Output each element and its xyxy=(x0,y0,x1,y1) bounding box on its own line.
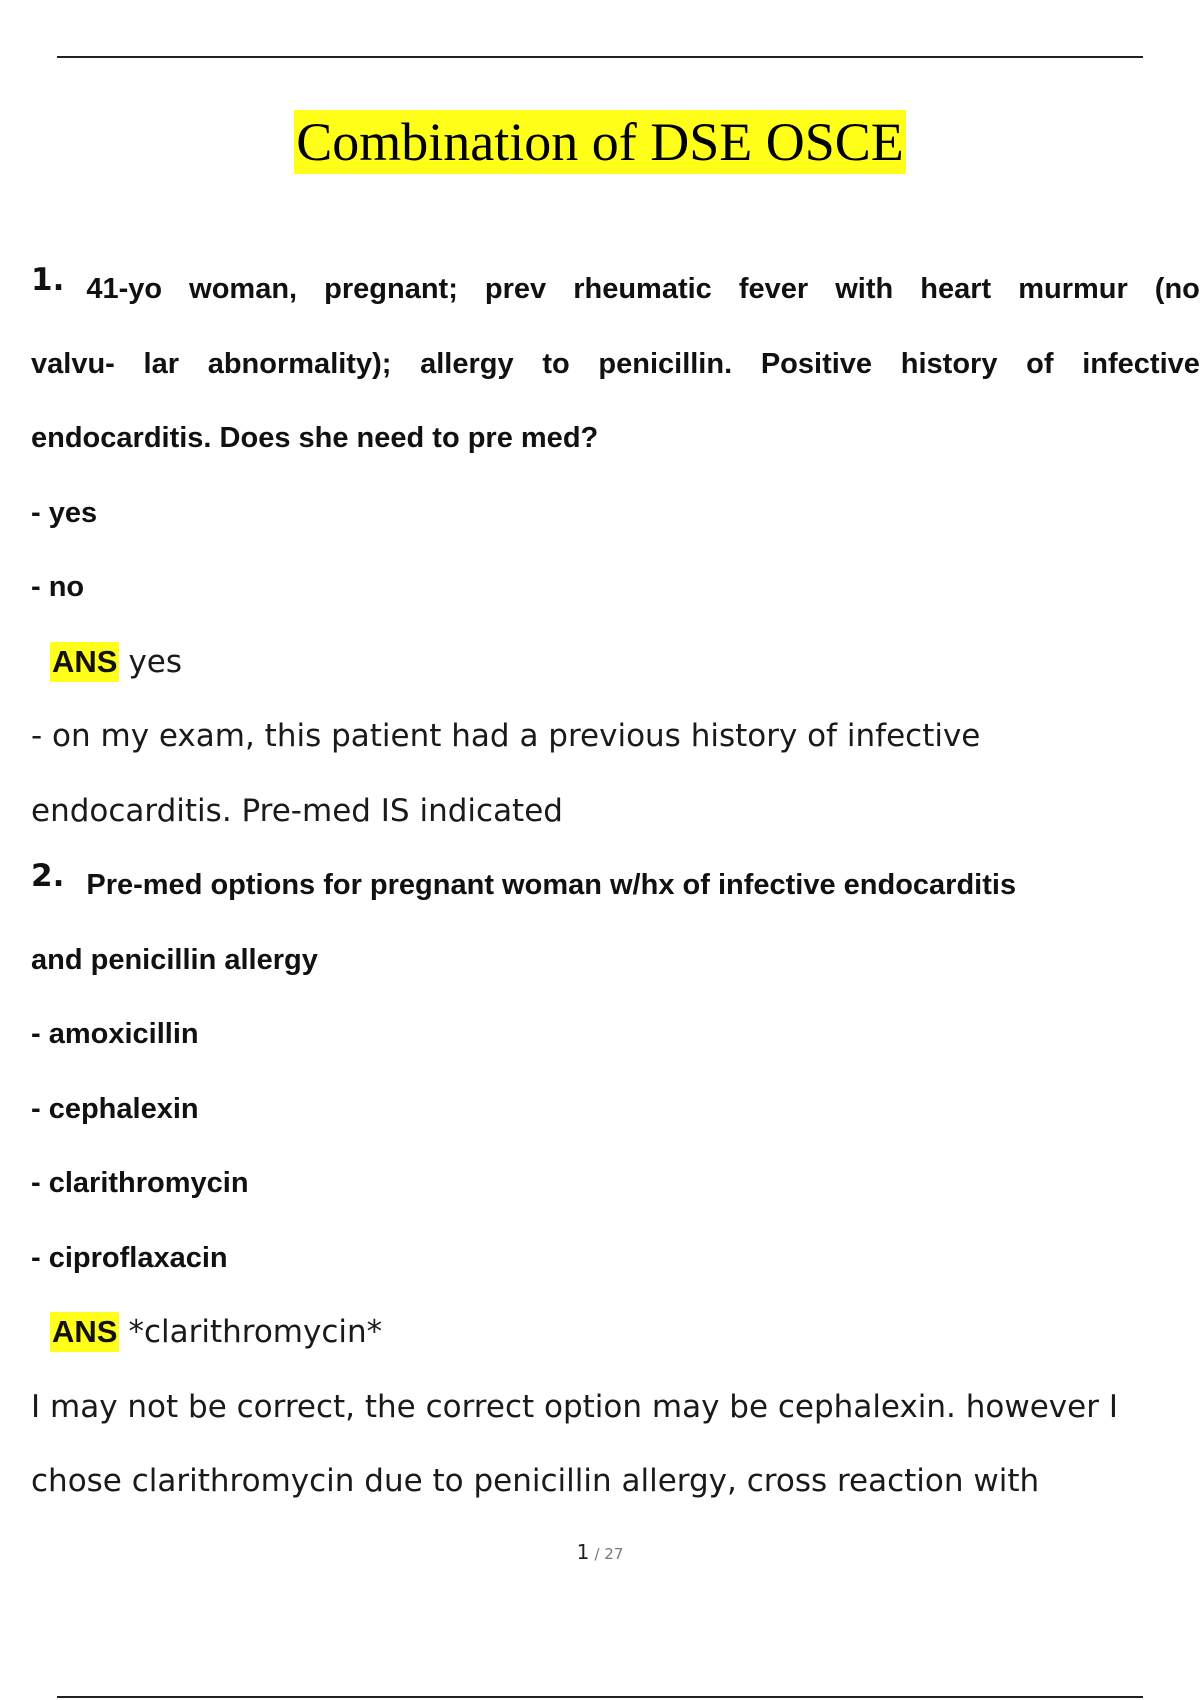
question-2-option xyxy=(31,1231,1200,1306)
question-1-prompt-line-2 xyxy=(31,337,1200,391)
explanation-text: I may not be correct, the correct option may be cephalexin. however I xyxy=(31,1388,1118,1425)
prompt-word: allergy xyxy=(420,347,514,380)
question-1-line-2 xyxy=(31,337,1200,412)
explanation-text: endocarditis. Pre-med IS indicated xyxy=(31,792,563,829)
bottom-rule xyxy=(57,1696,1143,1698)
page-indicator xyxy=(0,1540,1200,1564)
question-1-option xyxy=(31,560,1200,635)
option-text: - ciproflaxacin xyxy=(31,1241,228,1274)
prompt-word: lar xyxy=(143,347,180,380)
prompt-word: valvu- xyxy=(31,347,115,380)
question-2-prompt-line-2: and penicillin allergy xyxy=(31,943,318,976)
page-current: 1 xyxy=(576,1540,590,1564)
top-rule xyxy=(57,56,1143,58)
option-text: - cephalexin xyxy=(31,1092,199,1125)
question-1-option xyxy=(31,486,1200,561)
prompt-word: Positive xyxy=(760,347,873,380)
page-total: / 27 xyxy=(594,1545,624,1563)
title-container xyxy=(0,110,1200,174)
prompt-word: 41-yo xyxy=(86,273,163,305)
question-2-line-1 xyxy=(31,858,1200,933)
prompt-word: rheumatic xyxy=(573,273,712,305)
explanation-text: chose clarithromycin due to penicillin allergy, cross reaction with xyxy=(31,1463,1040,1499)
prompt-word: murmur xyxy=(1018,273,1128,305)
question-2-option xyxy=(31,1082,1200,1157)
question-1-line-3 xyxy=(31,411,1200,486)
option-text: - amoxicillin xyxy=(31,1018,199,1050)
question-2-option xyxy=(31,1156,1200,1231)
document-body xyxy=(31,262,1200,1529)
question-2-line-2 xyxy=(31,933,1200,1008)
prompt-word: with xyxy=(835,273,894,305)
option-text: - clarithromycin xyxy=(31,1167,249,1199)
question-1-explanation xyxy=(31,784,1200,859)
question-1-answer xyxy=(31,635,1200,710)
prompt-word: heart xyxy=(920,273,992,305)
question-1-prompt-line-1 xyxy=(86,262,1200,316)
answer-text: yes xyxy=(128,643,183,680)
prompt-word: penicillin. xyxy=(598,347,733,380)
question-2-prompt-line-1: Pre-med options for pregnant woman w/hx of infective endocarditis xyxy=(86,869,1017,901)
answer-text: *clarithromycin* xyxy=(128,1314,383,1350)
option-text: - no xyxy=(31,571,85,603)
question-1-line-1 xyxy=(31,262,1200,337)
prompt-word: pregnant; xyxy=(324,273,458,305)
prompt-word: (no xyxy=(1154,273,1200,305)
question-2-explanation xyxy=(31,1454,1200,1529)
prompt-word: infective xyxy=(1082,347,1200,380)
question-2-answer xyxy=(31,1305,1200,1380)
explanation-text: - on my exam, this patient had a previous history of infective xyxy=(31,718,981,754)
option-text: - yes xyxy=(31,496,98,529)
question-number: 2. xyxy=(31,858,65,894)
prompt-word: to xyxy=(542,347,570,380)
prompt-word: abnormality); xyxy=(207,347,392,380)
question-2-explanation xyxy=(31,1380,1200,1455)
question-1-prompt-line-3: endocarditis. Does she need to pre med? xyxy=(31,422,599,454)
question-2-option xyxy=(31,1007,1200,1082)
prompt-word: woman, xyxy=(189,273,298,305)
prompt-word: of xyxy=(1026,347,1054,380)
question-1-explanation xyxy=(31,709,1200,784)
document-title: Combination of DSE OSCE xyxy=(296,112,904,172)
prompt-word: fever xyxy=(738,273,809,305)
answer-label: ANS xyxy=(50,642,119,682)
question-number: 1. xyxy=(31,262,65,298)
prompt-word: history xyxy=(900,347,998,380)
answer-label: ANS xyxy=(50,1312,119,1352)
prompt-word: prev xyxy=(484,273,547,305)
